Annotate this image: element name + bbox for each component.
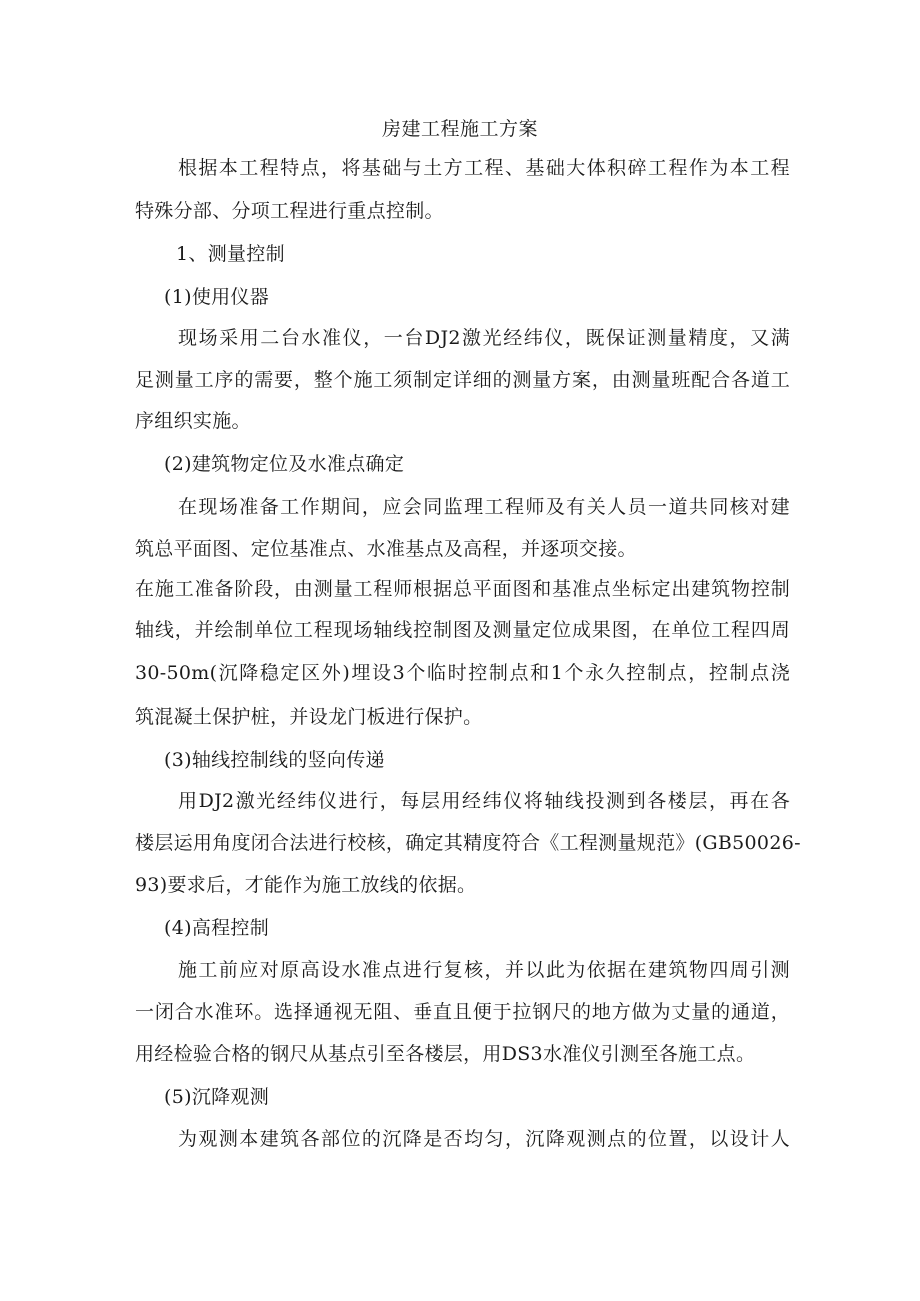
subsection-3-line-2: 楼层运用角度闭合法进行校核，确定其精度符合《工程测量规范》(GB50026- <box>135 832 801 854</box>
subsection-4-heading: (4)高程控制 <box>164 917 270 939</box>
document-title: 房建工程施工方案 <box>381 118 538 140</box>
subsection-2-line-3: 在施工准备阶段，由测量工程师根据总平面图和基准点坐标定出建筑物控制 <box>135 578 790 600</box>
subsection-2-line-5: 30-50m(沉降稳定区外)埋设3个临时控制点和1个永久控制点，控制点浇 <box>135 662 790 684</box>
subsection-1-heading: (1)使用仪器 <box>164 286 270 308</box>
subsection-5-heading: (5)沉降观测 <box>164 1086 270 1108</box>
subsection-1-line-3: 序组织实施。 <box>135 410 251 432</box>
subsection-4-line-3: 用经检验合格的钢尺从基点引至各楼层，用DS3水准仪引测至各施工点。 <box>135 1043 756 1065</box>
subsection-2-line-6: 筑混凝土保护桩，并设龙门板进行保护。 <box>135 706 483 728</box>
subsection-1-line-2: 足测量工序的需要，整个施工须制定详细的测量方案，由测量班配合各道工 <box>135 369 790 391</box>
section-1-heading: 1、测量控制 <box>176 243 285 265</box>
subsection-1-line-1: 现场采用二台水准仪，一台DJ2激光经纬仪，既保证测量精度，又满 <box>178 327 790 349</box>
subsection-3-line-1: 用DJ2激光经纬仪进行，每层用经纬仪将轴线投测到各楼层，再在各 <box>178 790 790 812</box>
subsection-2-line-4: 轴线，并绘制单位工程现场轴线控制图及测量定位成果图，在单位工程四周 <box>135 619 790 641</box>
subsection-2-line-1: 在现场准备工作期间，应会同监理工程师及有关人员一道共同核对建 <box>178 496 790 518</box>
subsection-4-line-2: 一闭合水准环。选择通视无阻、垂直且便于拉钢尺的地方做为丈量的通道， <box>135 1001 790 1023</box>
subsection-3-heading: (3)轴线控制线的竖向传递 <box>164 749 385 771</box>
subsection-2-line-2: 筑总平面图、定位基准点、水准基点及高程，并逐项交接。 <box>135 538 637 560</box>
subsection-3-line-3: 93)要求后，才能作为施工放线的依据。 <box>135 874 477 896</box>
subsection-4-line-1: 施工前应对原高设水准点进行复核，并以此为依据在建筑物四周引测 <box>178 959 790 981</box>
subsection-2-heading: (2)建筑物定位及水准点确定 <box>164 453 405 475</box>
intro-line-2: 特殊分部、分项工程进行重点控制。 <box>135 200 444 222</box>
intro-line-1: 根据本工程特点，将基础与土方工程、基础大体积碎工程作为本工程 <box>178 157 790 179</box>
subsection-5-line-1: 为观测本建筑各部位的沉降是否均匀，沉降观测点的位置，以设计人 <box>178 1128 790 1150</box>
